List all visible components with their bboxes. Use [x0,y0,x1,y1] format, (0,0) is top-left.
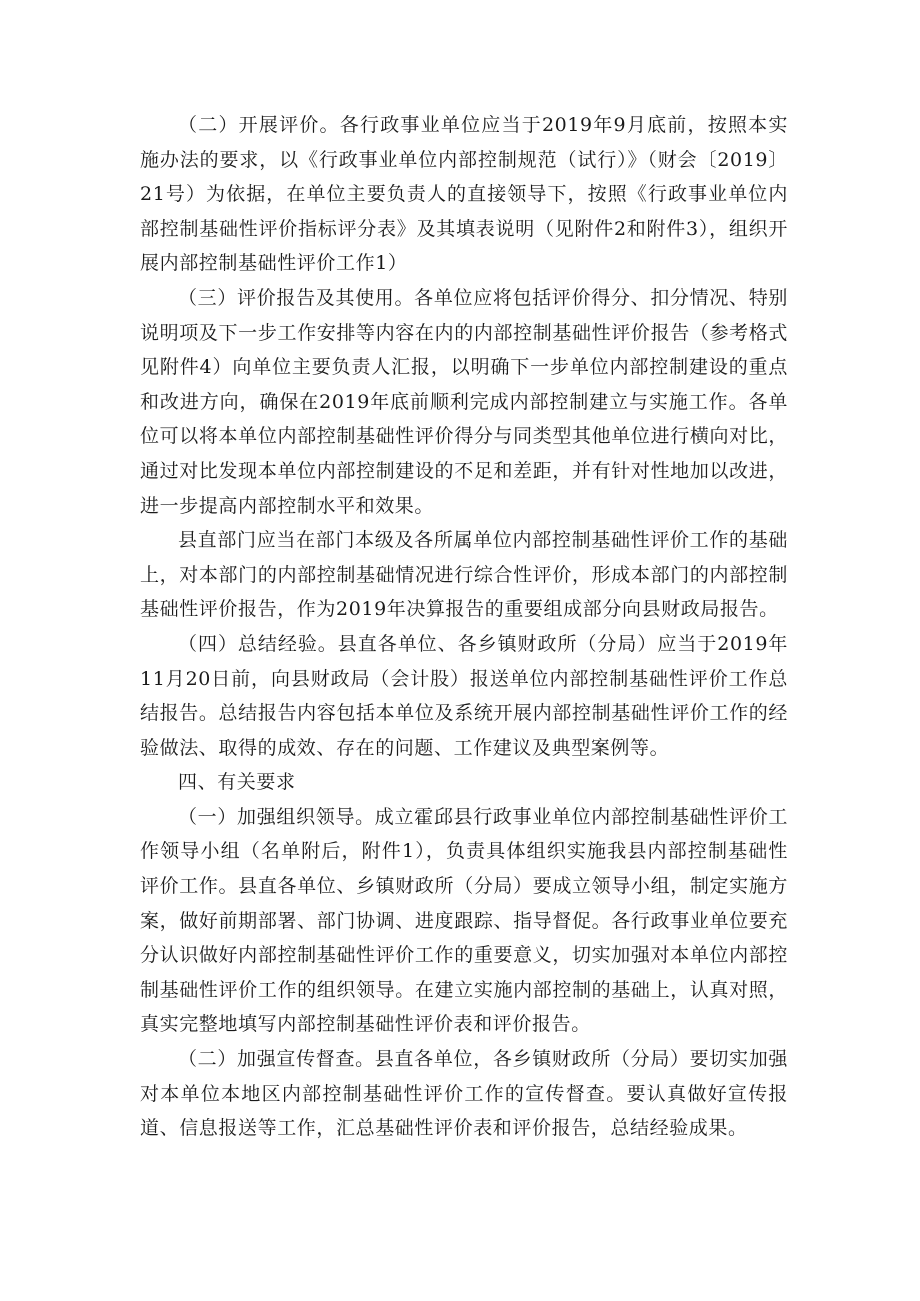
paragraph-county-departments: 县直部门应当在部门本级及各所属单位内部控制基础性评价工作的基础上，对本部门的内部控制基础情况进行综合性评价，形成本部门的内部控制基础性评价报告，作为2019年决算报告的重要组成部分向县财政局报告。 [140,529,788,621]
paragraph-strengthen-leadership: （一）加强组织领导。成立霍邱县行政事业单位内部控制基础性评价工作领导小组（名单附后，附件1），负责具体组织实施我县内部控制基础性评价工作。县直各单位、乡镇财政所（分局）要成立领导小组，制定实施方案，做好前期部署、部门协调、进度跟踪、指导督促。各行政事业单位要充分认识做好内部控制基础性评价工作的重要意义，切实加强对本单位内部控制基础性评价工作的组织领导。在建立实施内部控制的基础上，认真对照，真实完整地填写内部控制基础性评价表和评价报告。 [140,805,788,1036]
document-body [140,108,788,1146]
paragraph-evaluation-report: （三）评价报告及其使用。各单位应将包括评价得分、扣分情况、特别说明项及下一步工作安排等内容在内的内部控制基础性评价报告（参考格式见附件4）向单位主要负责人汇报，以明确下一步单位内部控制建设的重点和改进方向，确保在2019年底前顺利完成内部控制建立与实施工作。各单位可以将本单位内部控制基础性评价得分与同类型其他单位进行横向对比，通过对比发现本单位内部控制建设的不足和差距，并有针对性地加以改进，进一步提高内部控制水平和效果。 [140,286,788,517]
section-heading-requirements: 四、有关要求 [178,771,296,794]
paragraph-strengthen-publicity: （二）加强宣传督查。县直各单位，各乡镇财政所（分局）要切实加强对本单位本地区内部控制基础性评价工作的宣传督查。要认真做好宣传报道、信息报送等工作，汇总基础性评价表和评价报告，总结经验成果。 [140,1048,788,1140]
paragraph-carry-out-evaluation: （二）开展评价。各行政事业单位应当于2019年9月底前，按照本实施办法的要求，以《行政事业单位内部控制规范（试行）》（财会〔2019〕21号）为依据，在单位主要负责人的直接领导下，按照《行政事业单位内部控制基础性评价指标评分表》及其填表说明（见附件2和附件3），组织开展内部控制基础性评价工作1） [140,114,788,275]
paragraph-summarize-experience: （四）总结经验。县直各单位、各乡镇财政所（分局）应当于2019年11月20日前，向县财政局（会计股）报送单位内部控制基础性评价工作总结报告。总结报告内容包括本单位及系统开展内部控制基础性评价工作的经验做法、取得的成效、存在的问题、工作建议及典型案例等。 [140,632,788,759]
